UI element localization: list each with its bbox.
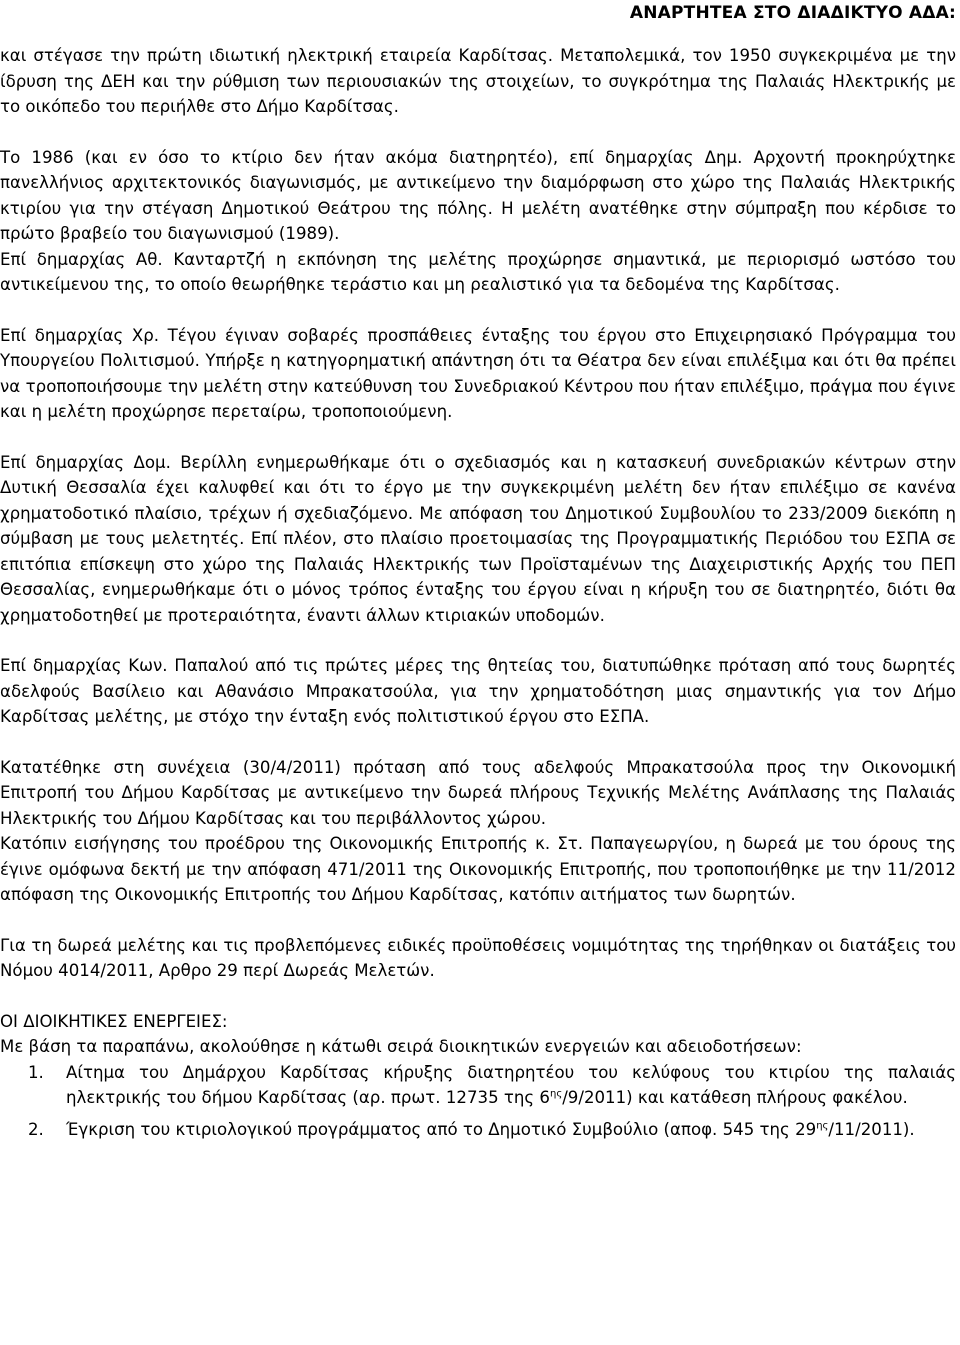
list-item <box>0 1117 956 1143</box>
document-header: ΑΝΑΡΤΗΤΕΑ ΣΤΟ ΔΙΑΔΙΚΤΥΟ ΑΔΑ: <box>629 3 956 23</box>
paragraph: Για τη δωρεά μελέτης και τις προβλεπόμενες ειδικές προϋποθέσεις νομιμότητας της τηρήθηκαν οι διατάξεις του Νόμου 4014/2011, Αρθρο 29 περί Δωρεάς Μελετών. <box>0 935 956 980</box>
paragraph: Επί δημαρχίας Κων. Παπαλού από τις πρώτες μέρες της θητείας του, διατυπώθηκε πρόταση από τους δωρητές αδελφούς Βασίλειο και Αθανάσιο Μπρακατσούλα, για την χρηματοδότηση μιας σημαντικής για τον Δήμο Καρδίτσας μελέτης, με στόχο την ένταξη ενός πολιτιστικού έργου στο ΕΣΠΑ. <box>0 656 956 726</box>
section-heading: ΟΙ ΔΙΟΙΚΗΤΙΚΕΣ ΕΝΕΡΓΕΙΕΣ: <box>0 1011 228 1031</box>
list-item-text <box>66 1117 956 1143</box>
paragraph: Επί δημαρχίας Δομ. Βερίλλη ενημερωθήκαμε ότι ο σχεδιασμός και η κατασκευή συνεδριακών κέντρων στην Δυτική Θεσσαλία έχει καλυφθεί και ότι το έργο με την συγκεκριμένη μελέτη δεν ήταν επιλέξιμο σε κανένα χρηματοδοτικό πλαίσιο, τρέχων ή σχεδιαζόμενο. Με απόφαση του Δημοτικού Συμβουλίου το 233/2009 διεκόπη η σύμβαση με τους μελετητές. Επί πλέον, στο πλαίσιο προετοιμασίας της Προγραμματικής Περιόδου του ΕΣΠΑ σε επιτόπια επίσκεψη στο χώρο της Παλαιάς Ηλεκτρικής των Προϊσταμένων της Διαχειριστικής Αρχής του ΠΕΠ Θεσσαλίας, ενημερωθήκαμε ότι ο μόνος τρόπος ένταξης του έργου είναι η κήρυξη του σε διατηρητέο, διότι θα χρηματοδοτηθεί με προτεραιότητα, έναντι άλλων κτιριακών υποδομών. <box>0 452 956 625</box>
paragraph: Το 1986 (και εν όσο το κτίριο δεν ήταν ακόμα διατηρητέο), επί δημαρχίας Δημ. Αρχοντή προκηρύχτηκε πανελλήνιος αρχιτεκτονικός διαγωνισμός, με αντικείμενο την διαμόρφωση στο χώρο της Παλαιάς Ηλεκτρικής κτιρίου για την στέγαση Δημοτικού Θεάτρου της πόλης. Η μελέτη ανατέθηκε στην σύμπραξη που κέρδισε το πρώτο βραβείο του διαγωνισμού (1989). <box>0 147 956 243</box>
list-item-text-part: Έγκριση του κτιριολογικού προγράμματος από το Δημοτικό Συμβούλιο (αποφ. 545 της 29 <box>66 1119 817 1139</box>
list-item-text-part: Αίτημα του Δημάρχου Καρδίτσας κήρυξης διατηρητέου του κελύφους του κτιρίου της παλαιάς ηλεκτρικής του δήμου Καρδίτσας (αρ. πρωτ. 12735 της 6 <box>66 1062 956 1107</box>
document-body <box>0 43 956 1142</box>
paragraph: Κατόπιν εισήγησης του προέδρου της Οικονομικής Επιτροπής κ. Στ. Παπαγεωργίου, η δωρεά με του όρους της έγινε ομόφωνα δεκτή με την απόφαση 471/2011 της Οικονομικής Επιτροπής, που τροποποιήθηκε με την 11/2012 απόφαση της Οικονομικής Επιτροπής του Δήμου Καρδίτσας, κατόπιν αιτήματος των δωρητών. <box>0 834 956 904</box>
paragraph: Επί δημαρχίας Χρ. Τέγου έγιναν σοβαρές προσπάθειες ένταξης του έργου στο Επιχειρησιακό Πρόγραμμα του Υπουργείου Πολιτισμού. Υπήρξε η κατηγορηματική απάντηση ότι τα Θέατρα δεν είναι επιλέξιμα και ότι θα πρέπει να τροποποιήσουμε την μελέτη στην κατεύθυνση του Συνεδριακού Κέντρου που ήταν επιλέξιμο, πράγμα που έγινε και η μελέτη προχώρησε περεταίρω, τροποποιούμενη. <box>0 325 956 421</box>
ordinal-suffix: ης <box>816 1119 829 1131</box>
list-number: 1. <box>28 1062 44 1082</box>
list-number: 2. <box>28 1119 44 1139</box>
actions-list <box>0 1060 956 1143</box>
paragraph: Με βάση τα παραπάνω, ακολούθησε η κάτωθι σειρά διοικητικών ενεργειών και αδειοδοτήσεων: <box>0 1037 802 1056</box>
paragraph: Επί δημαρχίας Αθ. Κανταρτζή η εκπόνηση της μελέτης προχώρησε σημαντικά, με περιορισμό ωστόσο του αντικείμενου της, το οποίο θεωρήθηκε τεράστιο και μη ρεαλιστικό για τα δεδομένα της Καρδίτσας. <box>0 249 956 294</box>
paragraph: Κατατέθηκε στη συνέχεια (30/4/2011) πρόταση από τους αδελφούς Μπρακατσούλα προς την Οικονομική Επιτροπή του Δήμου Καρδίτσας με αντικείμενο την δωρεά πλήρους Τεχνικής Μελέτης Ανάπλασης της Παλαιάς Ηλεκτρικής του Δήμου Καρδίτσας και του περιβάλλοντος χώρου. <box>0 757 956 828</box>
list-item-text <box>66 1060 956 1111</box>
paragraph: και στέγασε την πρώτη ιδιωτική ηλεκτρική εταιρεία Καρδίτσας. Μεταπολεμικά, τον 1950 συγκεκριμένα με την ίδρυση της ΔΕΗ και την ρύθμιση των περιουσιακών της στοιχείων, το συγκρότημα της Παλαιάς Ηλεκτρικής με το οικόπεδο του περιήλθε στο Δήμο Καρδίτσας. <box>0 46 956 116</box>
list-item <box>0 1060 956 1111</box>
list-item-text-part: /11/2011). <box>828 1119 915 1139</box>
list-item-text-part: /9/2011) και κατάθεση πλήρους φακέλου. <box>562 1088 908 1107</box>
ordinal-suffix: ης <box>549 1088 563 1100</box>
